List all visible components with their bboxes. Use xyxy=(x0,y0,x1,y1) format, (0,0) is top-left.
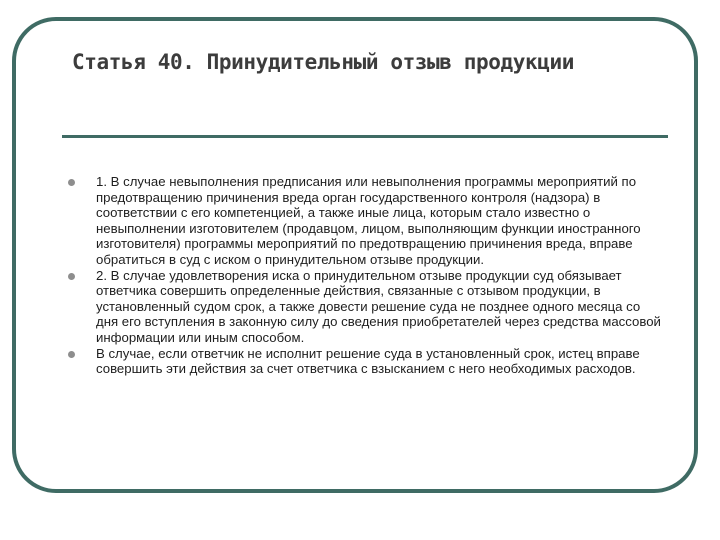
slide-frame xyxy=(12,17,698,493)
list-item-text: В случае, если ответчик не исполнит решение суда в установленный срок, истец вправе совершить эти действия за счет ответчика с взысканием с него необходимых расходов. xyxy=(96,345,640,377)
slide-content-list xyxy=(66,174,666,377)
list-item-text: 2. В случае удовлетворения иска о принудительном отзыве продукции суд обязывает ответчика совершить определенные действия, связанные с отзывом продукции, в установленный судом срок, а также довести решение суда не позднее одного месяца со дня его вступления в законную силу до сведения приобретателей через средства массовой информации или иным способом. xyxy=(96,267,661,345)
title-divider xyxy=(62,135,668,138)
bullet-dot-icon xyxy=(68,351,75,358)
list-item xyxy=(66,346,666,377)
bullet-dot-icon xyxy=(68,273,75,280)
list-item xyxy=(66,268,666,346)
list-item xyxy=(66,174,666,268)
bullet-dot-icon xyxy=(68,179,75,186)
slide-title: Статья 40. Принудительный отзыв продукции xyxy=(72,50,574,74)
list-item-text: 1. В случае невыполнения предписания или невыполнения программы мероприятий по предотвращению причинения вреда орган государственного контроля (надзора) в соответствии с его компетенцией, а также иные лица, которым стало известно о невыполнении изготовителем (продавцом, лицом, выполняющим функции иностранного изготовителя) программы мероприятий по предотвращению причинения вреда, вправе обратиться в суд с иском о принудительном отзыве продукции. xyxy=(96,174,641,267)
